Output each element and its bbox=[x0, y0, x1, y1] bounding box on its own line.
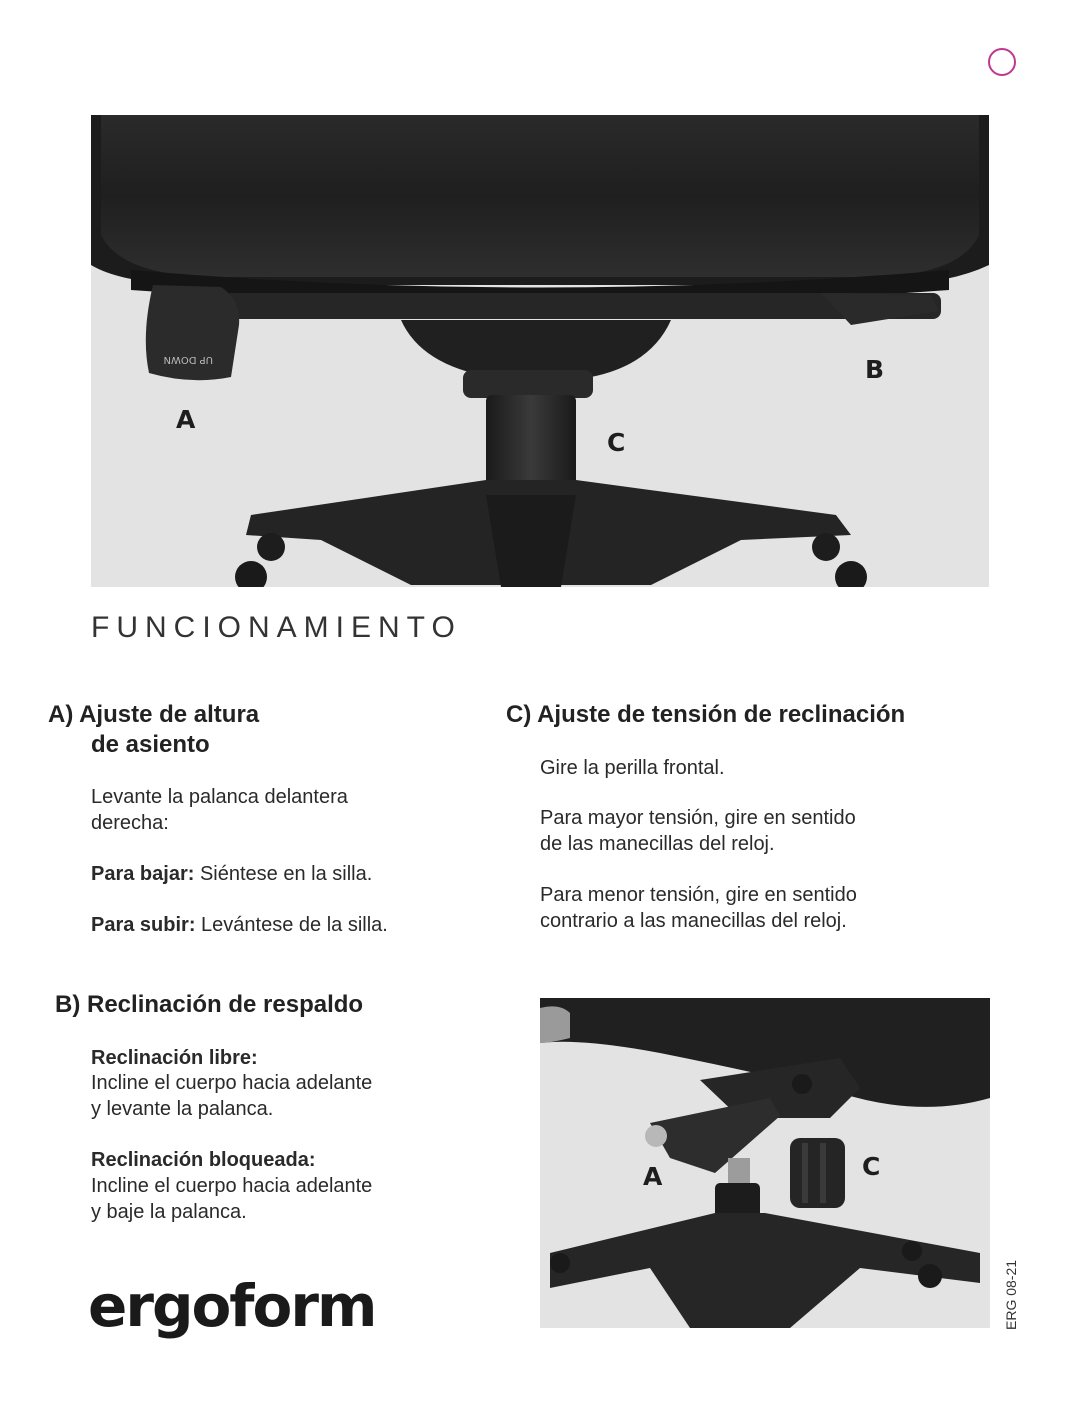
heading-c: C) Ajuste de tensión de reclinación bbox=[506, 701, 906, 728]
label-b: B bbox=[865, 355, 885, 384]
label-c-bottom: C bbox=[862, 1152, 881, 1181]
heading-b: B) Reclinación de respaldo bbox=[55, 991, 364, 1018]
label-a: A bbox=[176, 405, 196, 434]
b-locked-label: Reclinación bloqueada: bbox=[91, 1149, 316, 1171]
chair-mechanism-illustration bbox=[91, 115, 989, 587]
section-title: FUNCIONAMIENTO bbox=[91, 611, 462, 644]
chair-side-photo bbox=[540, 998, 990, 1328]
b-free-line2: y levante la palanca. bbox=[91, 1098, 274, 1120]
heading-a-line1: A) Ajuste de altura bbox=[48, 701, 260, 728]
a-down-line bbox=[91, 861, 372, 887]
label-a-bottom: A bbox=[643, 1162, 663, 1191]
a-up-line bbox=[91, 912, 388, 938]
chair-mechanism-photo bbox=[91, 115, 989, 587]
c-less-line2: contrario a las manecillas del reloj. bbox=[540, 910, 847, 932]
c-more-line1: Para mayor tensión, gire en sentido bbox=[540, 807, 856, 829]
brand-logo: ergoform bbox=[88, 1272, 376, 1340]
heading-a-line2: de asiento bbox=[91, 731, 210, 758]
c-line1: Gire la perilla frontal. bbox=[540, 757, 725, 779]
b-free-line1: Incline el cuerpo hacia adelante bbox=[91, 1072, 373, 1094]
chair-side-illustration bbox=[540, 998, 990, 1328]
a-up-label: Para subir: bbox=[91, 914, 196, 936]
c-more-line2: de las manecillas del reloj. bbox=[540, 833, 775, 855]
a-up-text: Levántese de la silla. bbox=[195, 914, 388, 936]
label-c: C bbox=[607, 428, 626, 457]
accent-ring-icon bbox=[988, 48, 1016, 76]
b-locked-line2: y baje la palanca. bbox=[91, 1201, 247, 1223]
b-free-label: Reclinación libre: bbox=[91, 1047, 258, 1069]
a-down-text: Siéntese en la silla. bbox=[194, 863, 373, 885]
a-intro-line2: derecha: bbox=[91, 812, 169, 834]
document-code: ERG 08-21 bbox=[1003, 1259, 1019, 1330]
svg-text:UP DOWN: UP DOWN bbox=[163, 354, 213, 365]
a-down-label: Para bajar: bbox=[91, 863, 195, 885]
b-locked-line1: Incline el cuerpo hacia adelante bbox=[91, 1175, 373, 1197]
a-intro-line1: Levante la palanca delantera bbox=[91, 786, 348, 808]
c-less-line1: Para menor tensión, gire en sentido bbox=[540, 884, 857, 906]
